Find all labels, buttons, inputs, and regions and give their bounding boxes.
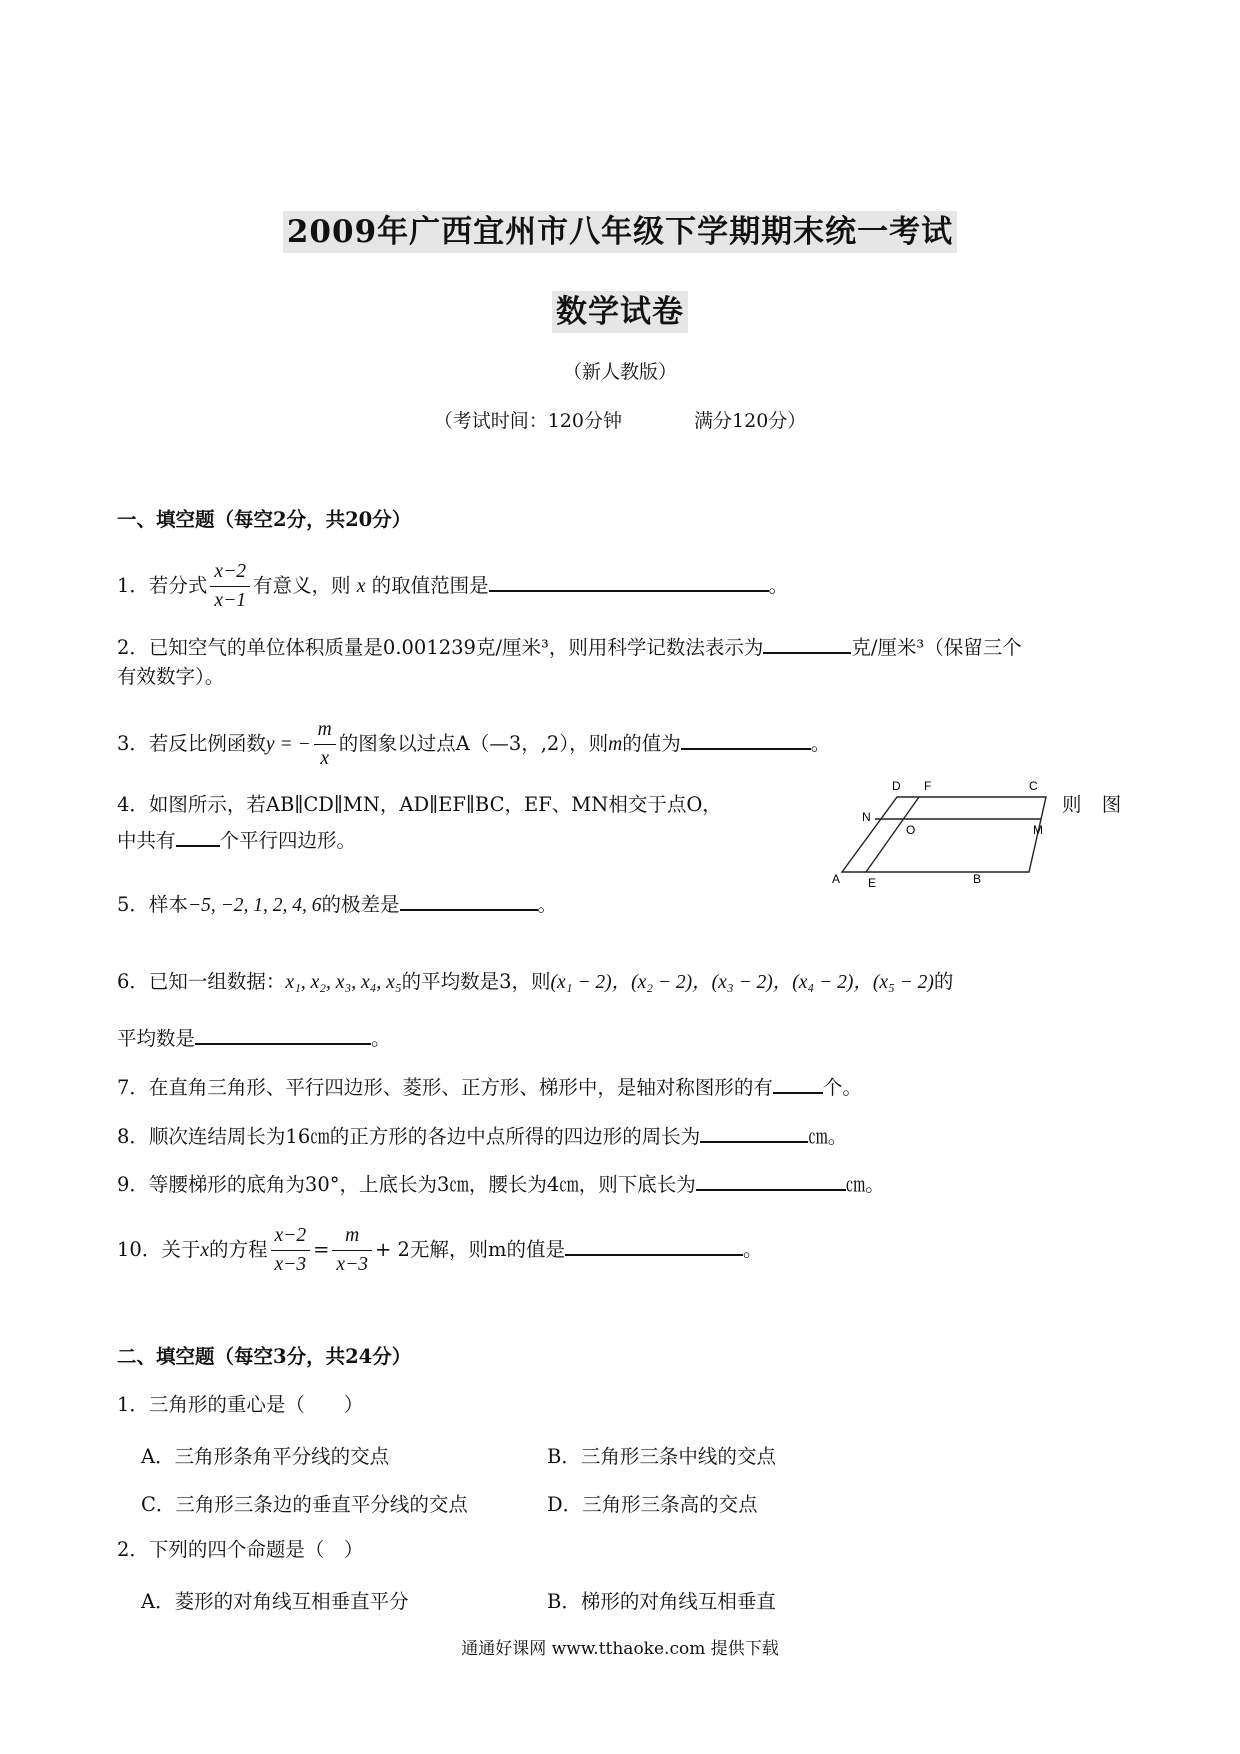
question-1-2: 2．已知空气的单位体积质量是0.001239克/厘米³，则用科学记数法表示为 克/厘米³（保留三个 xyxy=(117,632,1022,661)
exam-full-score: 满分120分） xyxy=(694,410,807,432)
answer-blank[interactable] xyxy=(176,825,220,847)
answer-blank[interactable] xyxy=(681,728,811,750)
question-1-1: 1．若分式 $\frac{x-2}{x-1}$ 有意义，则 x 的取值范围是 。 xyxy=(117,558,788,615)
answer-blank[interactable] xyxy=(565,1234,743,1256)
label-a: A xyxy=(832,872,841,886)
option-2-1-d: D．三角形三条高的交点 xyxy=(547,1493,758,1516)
label-f: F xyxy=(924,779,932,793)
question-2-2: 2．下列的四个命题是（ ） xyxy=(117,1538,364,1561)
label-m: M xyxy=(1033,823,1043,837)
label-e: E xyxy=(868,876,877,890)
label-n: N xyxy=(862,810,871,824)
question-1-6: 6．已知一组数据：x₁, x₂, x₃, x₄, x₅的平均数是3，则(x₁ − 2)，(x₂ − 2)，(x₃ − 2)，(x₄ − 2)，(x₅ − 2)的 xyxy=(117,970,954,993)
label-c: C xyxy=(1029,779,1038,793)
answer-blank[interactable] xyxy=(700,1121,808,1143)
answer-blank[interactable] xyxy=(489,570,769,592)
option-2-1-b: B．三角形三条中线的交点 xyxy=(547,1445,776,1468)
question-1-8: 8．顺次连结周长为16㎝的正方形的各边中点所得的四边形的周长为 ㎝。 xyxy=(117,1121,847,1150)
question-1-4: 4．如图所示，若AB∥CD∥MN，AD∥EF∥BC，EF、MN相交于点O， xyxy=(117,793,722,816)
exam-info xyxy=(0,406,1240,433)
edition-label: （新人教版） xyxy=(562,361,677,383)
question-1-9: 9．等腰梯形的底角为30°，上底长为3㎝，腰长为4㎝，则下底长为 ㎝。 xyxy=(117,1169,885,1198)
answer-blank[interactable] xyxy=(773,1072,823,1094)
answer-blank[interactable] xyxy=(763,632,851,654)
label-d: D xyxy=(892,779,901,793)
fraction: $\frac{x-2}{x-1}$ xyxy=(210,558,250,615)
exam-title: 2009年广西宜州市八年级下学期期末统一考试 xyxy=(0,206,1240,251)
question-1-2-cont: 有效数字）。 xyxy=(117,665,225,688)
question-1-5: 5．样本−5, −2, 1, 2, 4, 6的极差是 。 xyxy=(117,889,557,919)
section2-heading: 二、填空题（每空3分，共24分） xyxy=(117,1345,412,1368)
parallelogram-abcd xyxy=(842,797,1046,872)
option-2-2-b: B．梯形的对角线互相垂直 xyxy=(547,1590,776,1613)
parallelogram-figure xyxy=(830,776,1050,894)
section1-heading: 一、填空题（每空2分，共20分） xyxy=(117,508,412,531)
question-1-4-cont: 中共有 个平行四边形。 xyxy=(117,825,356,854)
page-footer: 通通好课网 www.tthaoke.com 提供下载 xyxy=(461,1639,779,1659)
option-2-2-a: A．菱形的对角线互相垂直平分 xyxy=(141,1590,409,1613)
question-1-3: 3．若反比例函数y = − $\frac{m}{x}$ 的图象以过点A（—3，,2），则m的值为 。 xyxy=(117,716,830,773)
question-1-10: 10．关于x的方程 $\frac{x-2}{x-3}$ = $\frac{m}{x-3}$ + 2无解，则m的值是 。 xyxy=(117,1222,762,1279)
answer-blank[interactable] xyxy=(696,1169,846,1191)
question-2-1: 1．三角形的重心是（ ） xyxy=(117,1393,364,1416)
label-b: B xyxy=(973,872,982,886)
fraction: $\frac{m}{x}$ xyxy=(314,716,336,773)
question-1-4-tail: 则 图 xyxy=(1062,793,1122,816)
paper-subtitle: 数学试卷 xyxy=(0,286,1240,331)
exam-time: （考试时间：120分钟 xyxy=(433,410,622,432)
question-1-7: 7．在直角三角形、平行四边形、菱形、正方形、梯形中，是轴对称图形的有 个。 xyxy=(117,1072,862,1101)
fraction: $\frac{m}{x-3}$ xyxy=(332,1222,372,1279)
question-1-6-cont: 平均数是 。 xyxy=(117,1023,391,1052)
label-o: O xyxy=(906,823,916,837)
answer-blank[interactable] xyxy=(400,889,538,911)
answer-blank[interactable] xyxy=(195,1023,371,1045)
option-2-1-c: C．三角形三条边的垂直平分线的交点 xyxy=(141,1493,468,1516)
fraction: $\frac{x-2}{x-3}$ xyxy=(271,1222,311,1279)
option-2-1-a: A．三角形条角平分线的交点 xyxy=(141,1445,390,1468)
